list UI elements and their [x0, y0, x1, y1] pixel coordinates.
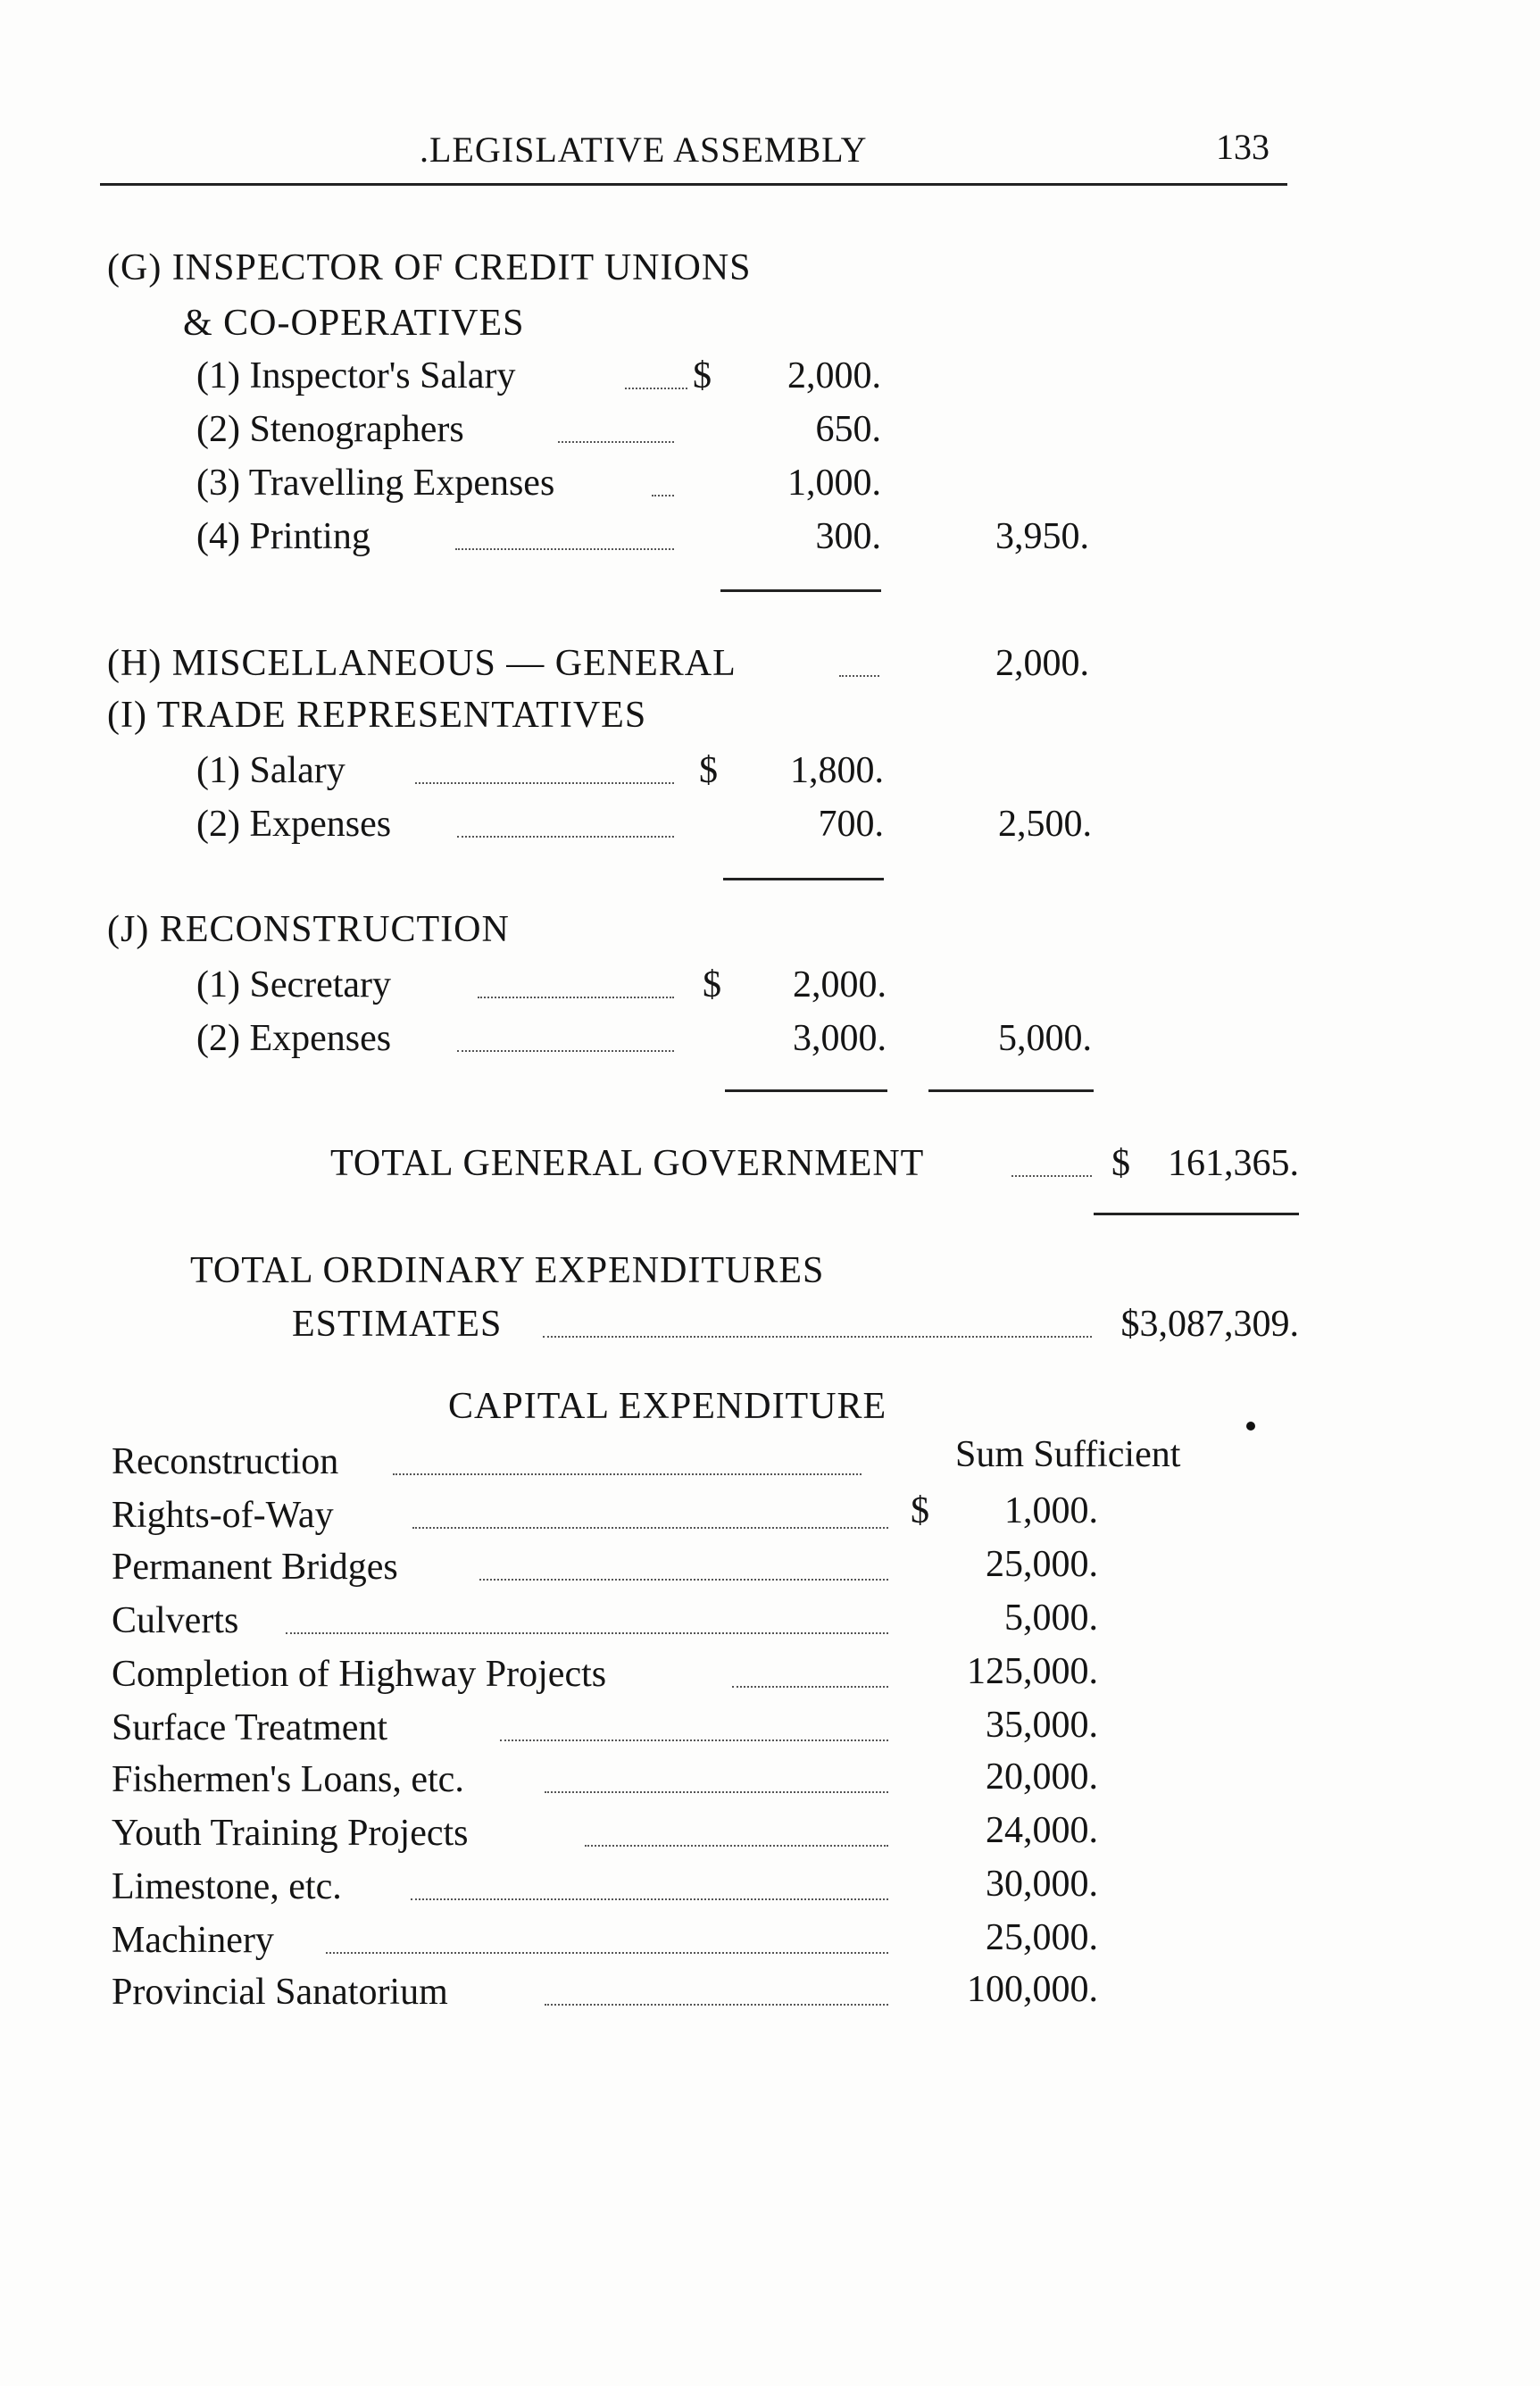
- section-i-item-amount: 700.: [818, 804, 884, 845]
- leader-dots: [500, 1739, 888, 1741]
- capital-item-label: Provincial Sanatorium: [112, 1972, 448, 2013]
- capital-item-label: Permanent Bridges: [112, 1547, 398, 1588]
- section-g-item-label: (4) Printing: [196, 516, 370, 557]
- capital-item-label: Limestone, etc.: [112, 1866, 342, 1907]
- section-g-subheading: & CO-OPERATIVES: [183, 303, 525, 344]
- section-g-item-amount: 650.: [815, 409, 881, 450]
- currency-sign: $: [703, 964, 721, 1005]
- running-header-title: .LEGISLATIVE ASSEMBLY: [420, 129, 868, 170]
- section-h-heading: (H) MISCELLANEOUS — GENERAL: [107, 643, 737, 684]
- section-j-item-amount: 3,000.: [793, 1018, 887, 1059]
- total-ordinary-label-line2: ESTIMATES: [292, 1304, 503, 1345]
- capital-item-label: Surface Treatment: [112, 1707, 388, 1748]
- leader-dots: [1011, 1175, 1092, 1177]
- total-ordinary-amount: $3,087,309.: [1120, 1304, 1299, 1345]
- capital-item-amount: 25,000.: [986, 1917, 1098, 1958]
- section-i-item-label: (1) Salary: [196, 750, 345, 791]
- leader-dots: [543, 1336, 1092, 1338]
- currency-sign: $: [699, 750, 718, 791]
- section-g-total: 3,950.: [995, 516, 1089, 557]
- leader-dots: [455, 548, 674, 550]
- capital-item-label: Youth Training Projects: [112, 1813, 469, 1854]
- section-g-item-label: (2) Stenographers: [196, 409, 464, 450]
- capital-heading: CAPITAL EXPENDITURE: [448, 1386, 887, 1427]
- section-i-heading: (I) TRADE REPRESENTATIVES: [107, 695, 647, 736]
- capital-item-amount: 25,000.: [986, 1544, 1098, 1585]
- capital-item-amount: 5,000.: [1004, 1598, 1098, 1639]
- total-ordinary-label: TOTAL ORDINARY EXPENDITURES: [190, 1250, 825, 1291]
- leader-dots: [839, 675, 879, 677]
- total-rule: [928, 1089, 1094, 1092]
- leader-dots: [585, 1845, 888, 1847]
- leader-dots: [326, 1952, 888, 1954]
- currency-sign: $: [693, 355, 712, 396]
- section-i-item-label: (2) Expenses: [196, 804, 392, 845]
- capital-item-label: Culverts: [112, 1600, 239, 1641]
- header-rule: [100, 183, 1287, 186]
- leader-dots: [412, 1527, 888, 1529]
- section-g-item-amount: 300.: [815, 516, 881, 557]
- capital-item-amount: 30,000.: [986, 1864, 1098, 1905]
- capital-item-amount: 35,000.: [986, 1705, 1098, 1746]
- leader-dots: [652, 495, 674, 496]
- leader-dots: [411, 1898, 888, 1900]
- capital-item-amount: 1,000.: [1004, 1490, 1098, 1531]
- section-h-total: 2,000.: [995, 643, 1089, 684]
- section-j-total: 5,000.: [998, 1018, 1092, 1059]
- total-general-government-amount: 161,365.: [1168, 1143, 1299, 1184]
- leader-dots: [732, 1686, 888, 1688]
- leader-dots: [479, 1579, 888, 1581]
- capital-item-label: Fishermen's Loans, etc.: [112, 1759, 464, 1800]
- capital-item-amount: 20,000.: [986, 1756, 1098, 1798]
- currency-sign: $: [1111, 1143, 1130, 1184]
- leader-dots: [558, 441, 674, 443]
- leader-dots: [478, 997, 674, 998]
- capital-item-amount: 100,000.: [967, 1969, 1098, 2010]
- currency-sign: $: [911, 1490, 929, 1531]
- capital-item-amount: 125,000.: [967, 1651, 1098, 1692]
- section-g-heading: (G) INSPECTOR OF CREDIT UNIONS: [107, 247, 752, 288]
- capital-item-amount: Sum Sufficient: [955, 1434, 1181, 1475]
- section-g-item-label: (3) Travelling Expenses: [196, 463, 555, 504]
- leader-dots: [457, 1050, 674, 1052]
- section-g-item-amount: 1,000.: [787, 463, 881, 504]
- capital-item-label: Completion of Highway Projects: [112, 1654, 607, 1695]
- capital-item-label: Machinery: [112, 1920, 274, 1961]
- section-i-item-amount: 1,800.: [790, 750, 884, 791]
- section-i-total: 2,500.: [998, 804, 1092, 845]
- section-j-heading: (J) RECONSTRUCTION: [107, 909, 510, 950]
- section-j-item-amount: 2,000.: [793, 964, 887, 1005]
- grand-total-rule: [1094, 1213, 1299, 1215]
- total-general-government-label: TOTAL GENERAL GOVERNMENT: [330, 1143, 925, 1184]
- subtotal-rule: [725, 1089, 887, 1092]
- leader-dots: [286, 1632, 888, 1634]
- capital-item-amount: 24,000.: [986, 1810, 1098, 1851]
- leader-dots: [545, 1791, 888, 1793]
- leader-dots: [393, 1473, 862, 1475]
- page-number: 133: [1216, 127, 1269, 167]
- leader-dots: [457, 836, 674, 838]
- capital-item-label: Rights-of-Way: [112, 1495, 334, 1536]
- leader-dots: [545, 2004, 888, 2006]
- section-j-item-label: (2) Expenses: [196, 1018, 392, 1059]
- leader-dots: [625, 388, 687, 389]
- section-g-item-label: (1) Inspector's Salary: [196, 355, 516, 396]
- section-j-item-label: (1) Secretary: [196, 964, 392, 1005]
- subtotal-rule: [720, 589, 881, 592]
- bullet-mark: [1246, 1422, 1255, 1431]
- section-g-item-amount: 2,000.: [787, 355, 881, 396]
- subtotal-rule: [723, 878, 884, 880]
- leader-dots: [415, 782, 674, 784]
- capital-item-label: Reconstruction: [112, 1441, 339, 1482]
